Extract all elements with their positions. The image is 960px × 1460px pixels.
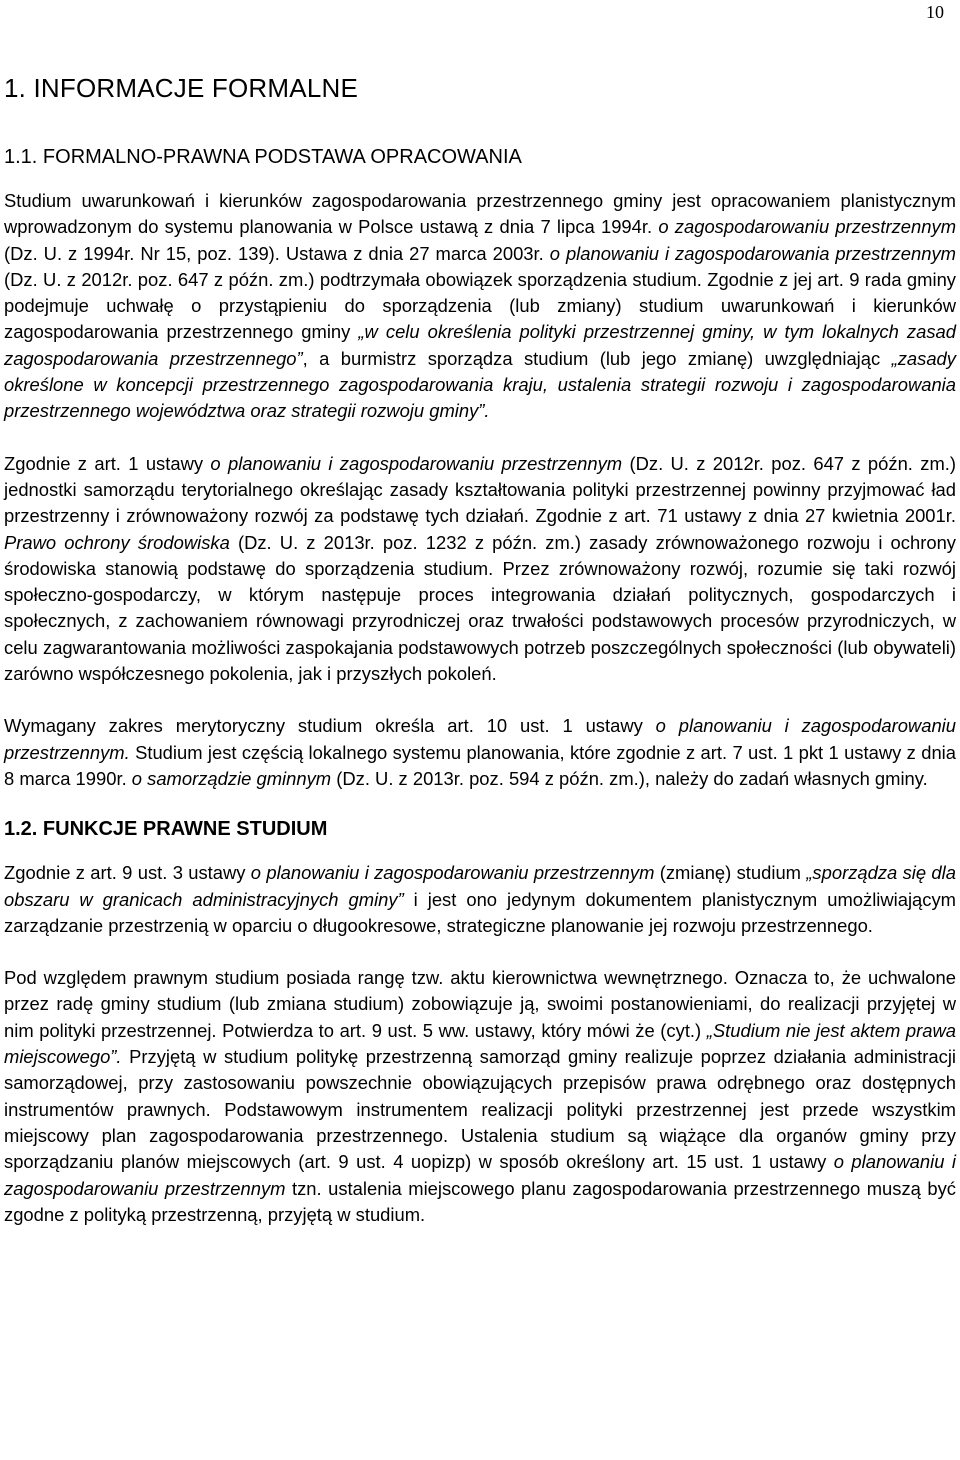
page-number: 10 xyxy=(926,2,944,22)
paragraph-2 xyxy=(4,451,956,688)
text-run: i jest ono jedynym dokumentem planistycznym umożliwiającym zarządzanie przestrzenią w oparciu o długookresowe, strategiczne planowanie jej rozwoju przestrzennego. xyxy=(4,888,956,936)
text-run: tzn. ustalenia miejscowego planu zagospodarowania przestrzennego muszą być zgodne z polityką przestrzenną, przyjętą w studium. xyxy=(4,1177,956,1225)
paragraph-3 xyxy=(4,713,956,792)
text-run: (Dz. U. z 2012r. poz. 647 z późn. zm.) jednostki samorządu terytorialnego określając zasady kształtowania polityki przestrzennej powinny przyjmować ład przestrzenny i zrównoważony rozwój za podstawę tych działań. Zgodnie z art. 71 ustawy z dnia 27 kwietnia 2001r. xyxy=(4,452,956,527)
chapter-heading: 1. INFORMACJE FORMALNE xyxy=(4,73,358,103)
text-run: (Dz. U. z 2012r. poz. 647 z późn. zm.) podtrzymała obowiązek sporządzenia studium. Zgodnie z jej art. 9 rada gminy podejmuje uchwałę o przystąpieniu do sporządzenia (lub zmiany) studium uwarunkowań i kierunków zagospodarowania przestrzennego gminy xyxy=(4,268,956,343)
text-run: Zgodnie z art. 1 ustawy xyxy=(4,452,211,474)
text-run: o zagospodarowaniu przestrzennym xyxy=(658,216,957,238)
text-run: Pod względem prawnym studium posiada rangę tzw. aktu kierownictwa wewnętrznego. Oznacza to, że uchwalone przez radę gminy studium (lub zmiana studium) zobowiązuje ją, swoimi postanowieniami, do realizacji przyjętej w nim polityki przestrzennej. Potwierdza to art. 9 ust. 5 ww. ustawy, który mówi że (cyt.) xyxy=(4,967,956,1041)
section-heading-1-2: 1.2. FUNKCJE PRAWNE STUDIUM xyxy=(4,818,328,841)
text-run: Prawo ochrony środowiska xyxy=(4,531,230,553)
text-run: o planowaniu i zagospodarowaniu przestrzennym xyxy=(4,1151,956,1199)
text-run: o planowaniu i zagospodarowania przestrzennym xyxy=(549,242,956,264)
text-run: o planowaniu i zagospodarowaniu przestrzennym xyxy=(250,862,655,884)
text-run: „sporządza się dla obszaru w granicach administracyjnych gminy” xyxy=(4,862,956,910)
text-run: Przyjętą w studium politykę przestrzenną samorząd gminy realizuje poprzez działania administracji samorządowej, przy zastosowaniu powszechnie obowiązujących przepisów prawa odrębnego oraz dostępnych instrumentów prawnych. Podstawowym instrumentem realizacji polityki przestrzennej jest przede wszystkim miejscowy plan zagospodarowania przestrzennego. Ustalenia studium są wiążące dla organów gminy przy sporządzaniu planów miejscowych (art. 9 ust. 4 uopizp) w sposób określony art. 15 ust. 1 ustawy xyxy=(4,1046,956,1173)
section-heading-1-1: 1.1. FORMALNO-PRAWNA PODSTAWA OPRACOWANIA xyxy=(4,146,522,168)
text-run: o planowaniu i zagospodarowaniu przestrzennym xyxy=(210,452,623,474)
text-run: (Dz. U. z 2013r. poz. 1232 z późn. zm.) zasady zrównoważonego rozwoju i ochrony środowiska stanowią podstawę do sporządzenia studium. Przez zrównoważony rozwój, rozumie się taki rozwój społeczno-gospodarczy, w którym następuje proces integrowania działań politycznych, gospodarczych i społecznych, z zachowaniem równowagi przyrodniczej oraz trwałości podstawowych procesów przyrodniczych, w celu zagwarantowania możliwości zaspokajania podstawowych potrzeb poszczególnych społeczności (lub obywateli) zarówno współczesnego pokolenia, jak i przyszłych pokoleń. xyxy=(4,531,956,685)
text-run: Wymagany zakres merytoryczny studium określa art. 10 ust. 1 ustawy xyxy=(4,715,656,737)
document-body xyxy=(4,68,956,1254)
text-run: (Dz. U. z 1994r. Nr 15, poz. 139). Ustawa z dnia 27 marca 2003r. xyxy=(4,242,550,264)
text-run: Zgodnie z art. 9 ust. 3 ustawy xyxy=(4,862,251,884)
text-run: o planowaniu i zagospodarowaniu przestrzennym. xyxy=(4,715,956,763)
text-run: (Dz. U. z 2013r. poz. 594 z późn. zm.), należy do zadań własnych gminy. xyxy=(331,767,928,789)
text-run: „Studium nie jest aktem prawa miejscowego”. xyxy=(4,1019,956,1068)
paragraph-4 xyxy=(4,860,956,939)
text-run: o samorządzie gminnym xyxy=(131,767,332,789)
paragraph-5 xyxy=(4,965,956,1228)
text-run: Studium uwarunkowań i kierunków zagospodarowania przestrzennego gminy jest opracowaniem planistycznym wprowadzonym do systemu planowania w Polsce ustawą z dnia 7 lipca 1994r. xyxy=(4,190,956,238)
paragraph-1 xyxy=(4,188,956,425)
text-run: (zmianę) studium xyxy=(654,862,807,884)
text-run: Studium jest częścią lokalnego systemu planowania, które zgodnie z art. 7 ust. 1 pkt 1 ustawy z dnia 8 marca 1990r. xyxy=(4,741,956,789)
text-run: „zasady określone w koncepcji przestrzennego zagospodarowania kraju, ustalenia strategii rozwoju i zagospodarowania przestrzennego województwa oraz strategii rozwoju gminy”. xyxy=(4,347,956,422)
text-run: „w celu określenia polityki przestrzennej gminy, w tym lokalnych zasad zagospodarowania przestrzennego” xyxy=(4,321,956,369)
text-run: , a burmistrz sporządza studium (lub jego zmianę) uwzględniając xyxy=(302,347,892,369)
